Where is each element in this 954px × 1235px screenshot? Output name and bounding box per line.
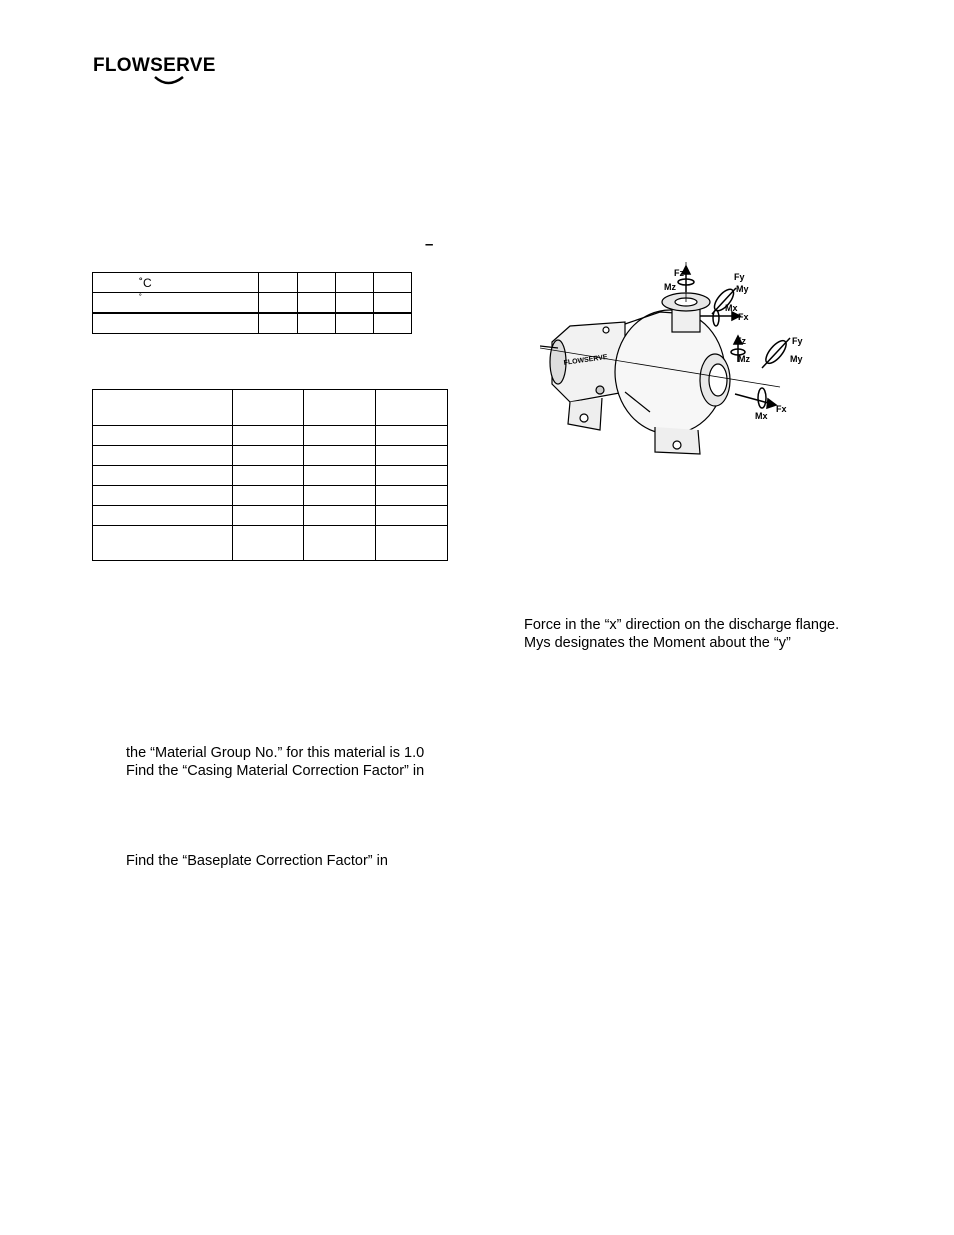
table-cell: [376, 486, 448, 506]
flowserve-logo: [93, 55, 216, 91]
text-line: Mys designates the Moment about the “y”: [524, 635, 791, 651]
table-row: [93, 446, 448, 466]
label-mz-side: Mz: [738, 354, 750, 364]
label-fx-side: Fx: [776, 404, 787, 414]
table-cell: [304, 466, 376, 486]
table-row: [93, 506, 448, 526]
table-cell: [259, 273, 297, 293]
table-cell: [304, 426, 376, 446]
text-line: Find the “Baseplate Correction Factor” in: [126, 853, 388, 869]
label-my-side: My: [790, 354, 803, 364]
title-dash: –: [425, 236, 434, 253]
correction-factor-table: [92, 389, 448, 561]
nomenclature-text: [524, 616, 839, 652]
logo-swoosh: [93, 55, 213, 91]
table-cell: [93, 526, 233, 561]
table-cell: [93, 313, 259, 334]
table-cell: [376, 526, 448, 561]
table-row: [93, 293, 412, 314]
table-cell: [304, 506, 376, 526]
table-cell: [232, 486, 304, 506]
table-row: [93, 486, 448, 506]
label-mz-top: Mz: [664, 282, 676, 292]
table-cell: [259, 293, 297, 314]
table-cell: [373, 293, 411, 314]
label-mx-side: Mx: [755, 411, 768, 421]
table-cell: [93, 506, 233, 526]
table-row: [93, 466, 448, 486]
table-cell: [232, 506, 304, 526]
label-my-top: My: [736, 284, 749, 294]
text-line: Force in the “x” direction on the discharge flange.: [524, 617, 840, 633]
celsius-label: ˚C: [93, 273, 259, 293]
table-header-row: [93, 390, 448, 426]
table-header-cell: [304, 390, 376, 426]
table-cell: [93, 446, 233, 466]
table-row: [93, 526, 448, 561]
table-cell: [232, 466, 304, 486]
temperature-table: [92, 272, 412, 334]
table-row: [93, 426, 448, 446]
casing-logo-text: FLOWSERVE: [563, 353, 609, 367]
table-row: [93, 273, 412, 293]
table-cell: [335, 273, 373, 293]
table-header-cell: [376, 390, 448, 426]
baseplate-step-text: [126, 852, 388, 870]
table-cell: [304, 446, 376, 466]
table-cell: [259, 313, 297, 334]
table-cell: [304, 526, 376, 561]
table-cell: [376, 506, 448, 526]
table-cell: [376, 466, 448, 486]
text-line: the “Material Group No.” for this material is 1.0: [126, 745, 425, 761]
table-row: [93, 313, 412, 334]
material-step-text: [126, 744, 424, 780]
table-cell: [93, 466, 233, 486]
table-header-cell: [232, 390, 304, 426]
label-fy-side: Fy: [792, 336, 803, 346]
label-fx-top: Fx: [738, 312, 749, 322]
table-cell: [93, 486, 233, 506]
label-fz-top: Fz: [674, 268, 684, 278]
table-cell: [376, 446, 448, 466]
fahrenheit-label: ˚: [93, 293, 259, 314]
table-cell: [376, 426, 448, 446]
table-header-cell: [93, 390, 233, 426]
table-cell: [297, 293, 335, 314]
table-cell: [304, 486, 376, 506]
side-nozzle-arrows: [731, 336, 790, 408]
logo-text: FLOWSERVE: [93, 55, 216, 76]
pump-nozzle-loads-figure: [540, 262, 810, 462]
table-cell: [373, 273, 411, 293]
table-cell: [373, 313, 411, 334]
label-fz-side: Fz: [736, 336, 746, 346]
table-cell: [93, 426, 233, 446]
table-cell: [335, 293, 373, 314]
label-fy-top: Fy: [734, 272, 745, 282]
table-cell: [232, 446, 304, 466]
table-cell: [297, 273, 335, 293]
table-cell: [297, 313, 335, 334]
text-line: Find the “Casing Material Correction Factor” in: [126, 763, 425, 779]
label-mx-top: Mx: [725, 303, 738, 313]
table-cell: [335, 313, 373, 334]
table-cell: [232, 426, 304, 446]
table-cell: [232, 526, 304, 561]
